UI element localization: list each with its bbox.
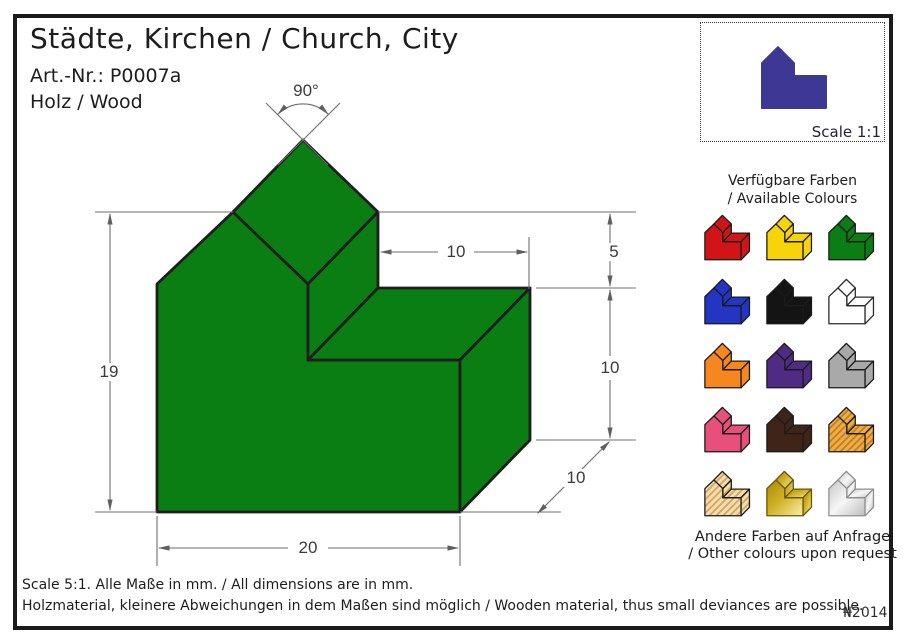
footer-scale-note: Scale 5:1. Alle Maße in mm. / All dimensions are in mm.	[22, 577, 414, 593]
scale-label: Scale 1:1	[811, 123, 881, 141]
other-colours-note	[685, 529, 900, 563]
footer-material-note: Holzmaterial, kleinere Abweichungen in dem Maßen sind möglich / Wooden material, thus small deviances are possible.	[22, 598, 864, 614]
dimension-total-height: 19	[97, 363, 122, 381]
colour-swatch-light-wood	[703, 470, 752, 518]
article-number: Art.-Nr.: P0007a	[30, 65, 182, 87]
colour-swatch-gold	[765, 470, 814, 518]
heading-english: / Available Colours	[727, 191, 858, 207]
colour-swatch-dark-brown	[765, 406, 814, 454]
footer-notes	[22, 575, 863, 617]
scale-1to1-box	[700, 22, 885, 142]
available-colours-heading	[690, 172, 895, 208]
green-piece	[157, 140, 530, 512]
colour-swatch-pink	[703, 406, 752, 454]
colour-swatch-blue	[703, 278, 752, 326]
heading-german: Verfügbare Farben	[727, 173, 857, 189]
material-label: Holz / Wood	[30, 91, 143, 113]
note-german: Andere Farben auf Anfrage	[694, 529, 891, 545]
colour-swatch-grid	[703, 214, 876, 518]
page-title: Städte, Kirchen / Church, City	[30, 22, 459, 55]
year-mark: ₦2014	[843, 605, 888, 621]
colour-swatch-black	[765, 278, 814, 326]
dimension-notch-width: 10	[444, 243, 469, 261]
dimension-total-width: 20	[296, 539, 321, 557]
colour-swatch-wood	[827, 406, 876, 454]
dimension-depth: 10	[564, 469, 589, 487]
colour-swatch-green	[827, 214, 876, 262]
dimension-roof-angle: 90°	[293, 81, 319, 101]
colour-swatch-grey	[827, 342, 876, 390]
colour-swatch-white	[827, 278, 876, 326]
note-english: / Other colours upon request	[688, 546, 897, 562]
colour-swatch-orange	[703, 342, 752, 390]
colour-swatch-silver	[827, 470, 876, 518]
dimension-shoulder-drop: 5	[606, 243, 621, 261]
colour-swatch-red	[703, 214, 752, 262]
dimension-box-height: 10	[598, 359, 623, 377]
colour-swatch-purple	[765, 342, 814, 390]
colour-swatch-yellow	[765, 214, 814, 262]
